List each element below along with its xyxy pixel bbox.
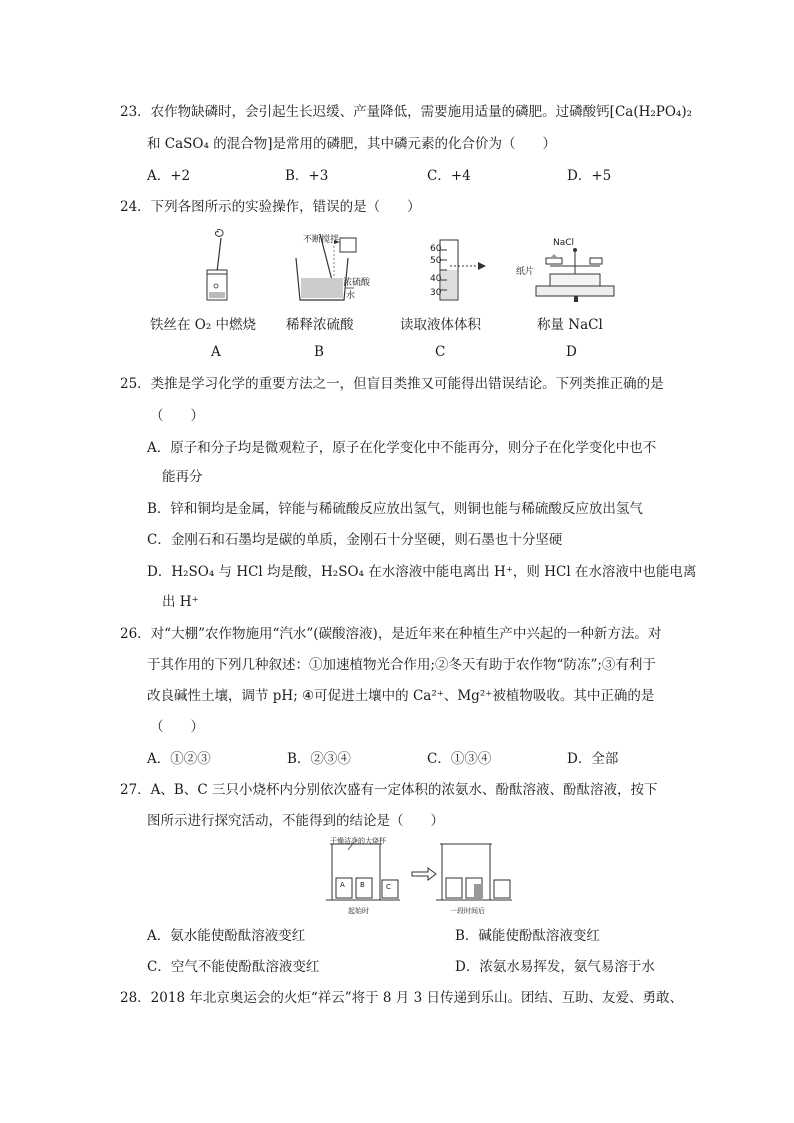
q24-stem: 24．下列各图所示的实验操作，错误的是（ ） xyxy=(120,199,421,215)
q27-option-c: C．空气不能使酚酞溶液变红 xyxy=(147,959,320,975)
q25-option-a-line1: A．原子和分子均是微观粒子，原子在化学变化中不能再分，则分子在化学变化中也不 xyxy=(147,440,657,456)
q26-option-d: D．全部 xyxy=(567,751,619,767)
tick-50: 50 xyxy=(430,256,442,266)
q23-option-c: C．+4 xyxy=(427,168,471,184)
label-later: 一段时间后 xyxy=(450,907,485,915)
letter-b: B xyxy=(314,344,324,360)
q25-stem-line2: （ ） xyxy=(150,408,204,424)
q26-line3: 改良碱性土壤，调节 pH; ④可促进土壤中的 Ca²⁺、Mg²⁺被植物吸收。其中正确的是 xyxy=(147,688,655,704)
q25-option-d-line2: 出 H⁺ xyxy=(162,594,199,610)
q27-option-b: B．碱能使酚酞溶液变红 xyxy=(455,928,600,944)
q27-line1: 27．A、B、C 三只小烧杯内分别依次盛有一定体积的浓氨水、酚酞溶液、酚酞溶液，按下 xyxy=(120,782,658,798)
q23-option-a: A．+2 xyxy=(147,168,191,184)
q25-option-c: C．金刚石和石墨均是碳的单质，金刚石十分坚硬，则石墨也十分坚硬 xyxy=(147,532,563,548)
q26-option-b: B．②③④ xyxy=(287,751,351,767)
q26-line4: （ ） xyxy=(150,719,204,735)
q25-option-a-line2: 能再分 xyxy=(162,469,203,485)
q27-option-d: D．浓氨水易挥发，氨气易溶于水 xyxy=(455,959,655,975)
label-paper: 纸片 xyxy=(516,267,535,277)
figure-weigh-nacl xyxy=(530,236,620,306)
label-stir: 不断搅拌 xyxy=(303,235,340,245)
label-large-beaker: 干燥洁净的大烧杯 xyxy=(330,837,386,845)
q23-option-d: D．+5 xyxy=(567,168,612,184)
tick-60: 60 xyxy=(430,244,442,254)
q26-option-a: A．①②③ xyxy=(147,751,211,767)
letter-c: C xyxy=(435,344,446,360)
label-water: 水 xyxy=(346,291,356,301)
tick-30: 30 xyxy=(430,288,442,298)
q26-option-c: C．①③④ xyxy=(427,751,492,767)
q27-option-a: A．氨水能使酚酞溶液变红 xyxy=(147,928,306,944)
q27-line2: 图所示进行探究活动，不能得到的结论是（ ） xyxy=(147,813,444,829)
label-beaker-a: A xyxy=(340,881,345,889)
tick-40: 40 xyxy=(430,274,442,284)
label-beaker-b: B xyxy=(360,881,365,889)
figure-iron-burning xyxy=(195,226,245,304)
letter-d: D xyxy=(566,344,577,360)
q25-option-b: B．锌和铜均是金属，锌能与稀硫酸反应放出氢气，则铜也能与稀硫酸反应放出氢气 xyxy=(147,501,643,517)
q25-stem-line1: 25．类推是学习化学的重要方法之一，但盲目类推又可能得出错误结论。下列类推正确的是 xyxy=(120,376,664,392)
label-nacl: NaCl xyxy=(553,238,575,248)
q23-line2: 和 CaSO₄ 的混合物]是常用的磷肥，其中磷元素的化合价为（ ） xyxy=(147,136,556,152)
label-start: 起始时 xyxy=(348,907,369,915)
q23-option-b: B．+3 xyxy=(285,168,329,184)
label-beaker-c: C xyxy=(386,883,391,891)
label-concentrated-acid: 浓硫酸 xyxy=(343,278,371,288)
caption-c: 读取液体体积 xyxy=(400,317,481,333)
q26-line1: 26．对“大棚”农作物施用“汽水”(碳酸溶液)，是近年来在种植生产中兴起的一种新方法。对 xyxy=(120,626,662,642)
q26-line2: 于其作用的下列几种叙述：①加速植物光合作用;②冬天有助于农作物“防冻”;③有利于 xyxy=(147,657,656,673)
letter-a: A xyxy=(211,344,221,360)
q23-line1: 23．农作物缺磷时，会引起生长迟缓、产量降低，需要施用适量的磷肥。过磷酸钙[Ca(H₂PO₄)₂ xyxy=(120,104,693,120)
caption-b: 稀释浓硫酸 xyxy=(286,317,354,333)
caption-a: 铁丝在 O₂ 中燃烧 xyxy=(150,317,257,333)
q25-option-d-line1: D．H₂SO₄ 与 HCl 均是酸，H₂SO₄ 在水溶液中能电离出 H⁺，则 HCl 在水溶液中也能电离 xyxy=(147,564,697,580)
q28-line1: 28．2018 年北京奥运会的火炬“祥云”将于 8 月 3 日传递到乐山。团结、互助、友爱、勇敢、 xyxy=(120,990,683,1006)
caption-d: 称量 NaCl xyxy=(537,317,603,333)
